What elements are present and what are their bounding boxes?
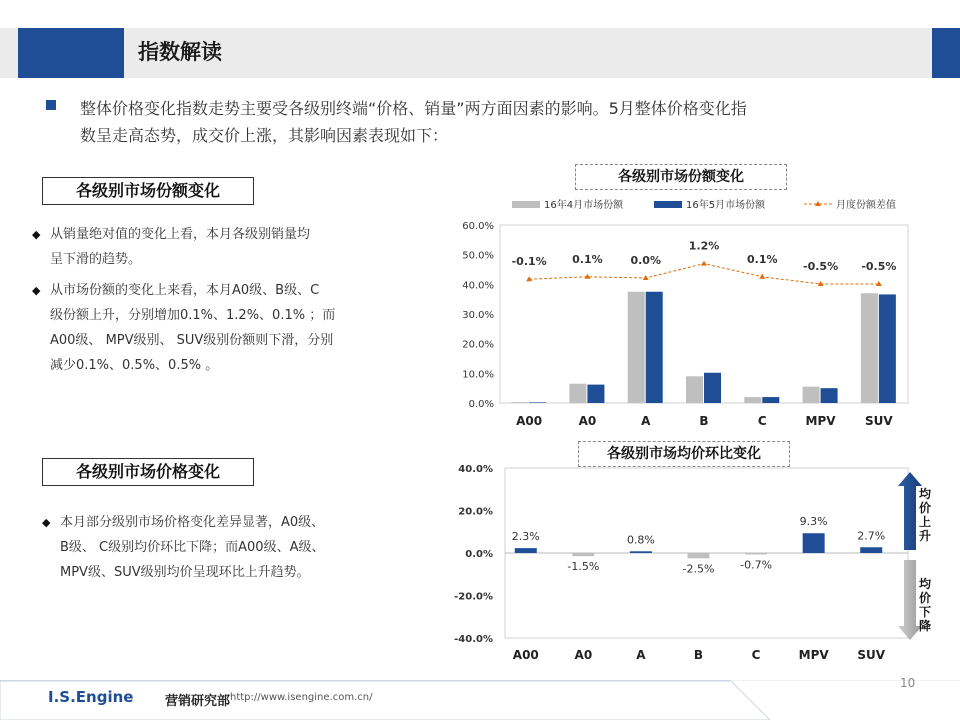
x-tick-label: SUV	[865, 414, 893, 428]
section-price-title: 各级别市场价格变化	[42, 458, 254, 486]
x-tick-label: MPV	[798, 648, 829, 662]
intro-line-2: 数呈走高态势，成交价上涨，其影响因素表现如下：	[80, 126, 449, 145]
bar-apr	[744, 397, 761, 403]
y-tick-label: 40.0%	[462, 280, 494, 292]
footer-url[interactable]: http://www.isengine.com.cn/	[230, 692, 373, 703]
x-tick-label: A00	[512, 648, 539, 662]
bullet-item	[32, 222, 412, 272]
bar-apr	[511, 402, 528, 403]
y-tick-label: 10.0%	[462, 369, 494, 381]
y-tick-label: 20.0%	[462, 339, 494, 351]
y-tick-label: -20.0%	[454, 591, 493, 603]
diff-label: -0.5%	[861, 260, 897, 273]
section-share-title: 各级别市场份额变化	[42, 177, 254, 205]
data-label: 0.8%	[626, 533, 655, 547]
x-tick-label: B	[699, 414, 709, 428]
price-bar	[515, 548, 537, 553]
bullet-line: 从销量绝对值的变化上看，本月各级别销量均	[50, 227, 311, 242]
bar-may	[704, 373, 721, 403]
diamond-bullet-icon: ◆	[32, 284, 41, 297]
price-bar	[745, 553, 767, 554]
page-number: 10	[900, 676, 916, 690]
footer-decoration	[0, 680, 960, 720]
bullet-line: 本月部分级别市场价格变化差异显著，A0级、	[60, 515, 325, 530]
diamond-bullet-icon: ◆	[42, 516, 51, 529]
diff-marker	[759, 274, 765, 279]
bullet-line: MPV级、SUV级别均价呈现环比上升趋势。	[60, 565, 310, 580]
x-tick-label: A	[641, 414, 651, 428]
x-tick-label: C	[757, 414, 767, 428]
price-up-label: 均价上升	[918, 487, 931, 543]
x-tick-label: B	[693, 648, 704, 662]
diff-label: 0.1%	[572, 252, 603, 266]
square-bullet-icon	[46, 100, 56, 110]
data-label: -0.7%	[740, 558, 773, 572]
bullet-line: 呈下滑的趋势。	[50, 252, 142, 267]
bar-may	[762, 397, 779, 403]
diamond-bullet-icon: ◆	[32, 228, 41, 241]
diff-label: -0.1%	[511, 255, 547, 269]
bullet-line: B级、 C级别均价环比下降；而A00级、A级、	[60, 540, 325, 555]
header-accent-left	[18, 28, 124, 78]
legend-label: 16年4月市场份额	[544, 200, 624, 211]
bullet-item	[32, 278, 412, 378]
price-chart	[440, 458, 920, 668]
intro-text	[80, 95, 910, 149]
section-price-bullets	[42, 510, 412, 585]
bar-apr	[569, 384, 586, 403]
share-chart-title: 各级别市场份额变化	[575, 164, 787, 190]
data-label: -2.5%	[682, 562, 715, 576]
x-tick-label: A0	[578, 414, 597, 428]
y-tick-label: 30.0%	[462, 310, 494, 321]
y-tick-label: 0.0%	[468, 399, 494, 410]
x-tick-label: SUV	[857, 648, 886, 662]
data-label: 2.3%	[511, 530, 540, 544]
x-tick-label: C	[751, 648, 761, 662]
y-tick-label: 50.0%	[462, 250, 494, 262]
price-chart-title: 各级别市场均价环比变化	[578, 441, 790, 467]
legend-swatch	[512, 201, 540, 208]
bullet-line: 减少0.1%、0.5%、0.5% 。	[50, 358, 219, 373]
legend-swatch	[654, 201, 682, 208]
price-bar	[688, 553, 710, 558]
bullet-line: 从市场份额的变化上来看，本月A0级、B级、C	[50, 283, 320, 298]
footer-brand: I.S.Engine	[48, 688, 134, 706]
price-down-label: 均价下降	[918, 577, 931, 633]
y-tick-label: -40.0%	[454, 634, 493, 645]
bullet-line: 级份额上升，分别增加0.1%、1.2%、0.1% ；而	[50, 308, 336, 323]
bar-apr	[861, 293, 878, 403]
y-tick-label: 60.0%	[462, 221, 494, 232]
diff-label: 0.1%	[747, 252, 778, 266]
page-title: 指数解读	[138, 40, 222, 64]
diff-marker	[584, 274, 590, 279]
price-bar	[860, 547, 882, 553]
section-share-bullets	[32, 222, 412, 378]
bar-may	[821, 388, 838, 403]
y-tick-label: 20.0%	[458, 506, 493, 518]
bullet-line: A00级、 MPV级别、 SUV级别份额则下滑，分别	[50, 333, 334, 348]
y-tick-label: 0.0%	[465, 549, 493, 560]
bar-may	[879, 294, 896, 403]
x-tick-label: A00	[516, 414, 543, 428]
x-tick-label: MPV	[805, 414, 836, 428]
y-tick-label: 40.0%	[458, 464, 493, 475]
bar-may	[587, 385, 604, 403]
price-bar	[572, 553, 594, 556]
data-label: 9.3%	[799, 515, 828, 529]
diff-label: -0.5%	[803, 260, 839, 273]
price-bar	[803, 533, 825, 553]
footer-dept: 营销研究部	[165, 694, 231, 709]
legend-label: 月度份额差值	[836, 200, 896, 211]
bar-apr	[803, 387, 820, 403]
diff-marker	[701, 261, 707, 266]
data-label: -1.5%	[567, 560, 600, 574]
legend-label: 16年5月市场份额	[686, 200, 766, 211]
price-bar	[630, 551, 652, 553]
bar-may	[529, 402, 546, 403]
diff-label: 1.2%	[688, 239, 720, 253]
x-tick-label: A	[636, 648, 646, 662]
share-chart	[440, 190, 920, 440]
bullet-item	[42, 510, 412, 585]
data-label: 2.7%	[857, 529, 886, 543]
bar-apr	[628, 292, 645, 403]
diff-marker	[643, 275, 649, 280]
intro-line-1: 整体价格变化指数走势主要受各级别终端“价格、销量”两方面因素的影响。5月整体价格变化指	[80, 99, 747, 118]
bar-apr	[686, 376, 703, 403]
bar-may	[646, 292, 663, 403]
x-tick-label: A0	[574, 648, 593, 662]
header-accent-right	[932, 28, 960, 78]
diff-label: 0.0%	[630, 254, 661, 267]
